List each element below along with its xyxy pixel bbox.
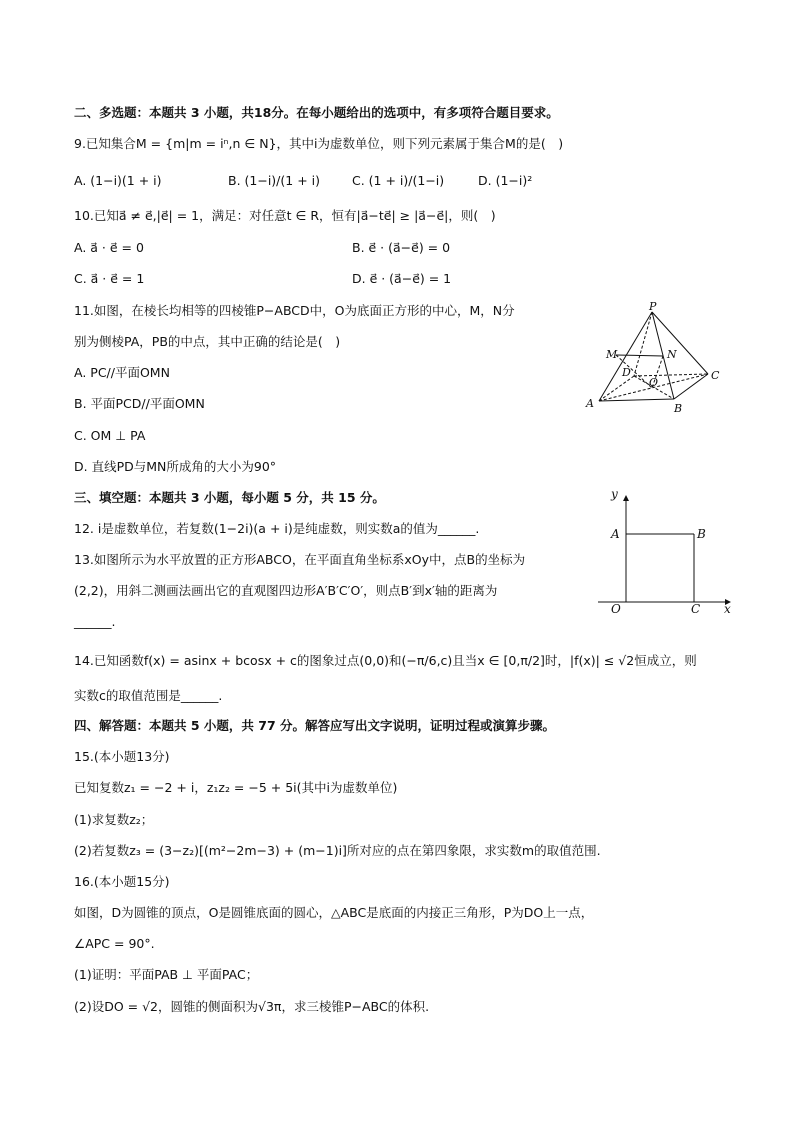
label-o: O	[649, 376, 659, 389]
label-b: B	[697, 527, 706, 541]
q11-option-d: D. 直线PD与MN所成角的大小为90°	[74, 459, 277, 474]
label-c: C	[711, 369, 720, 382]
label-p: P	[649, 300, 657, 313]
q10-option-c: C. a⃗ · e⃗ = 1	[74, 271, 145, 286]
section-4-header: 四、解答题：本题共 5 小题，共 77 分。解答应写出文字说明，证明过程或演算步骤。	[74, 718, 556, 733]
label-d: D	[622, 366, 631, 379]
label-y: y	[611, 487, 618, 501]
q9-option-d: D. (1−i)²	[478, 173, 533, 188]
question-14-line2: 实数c的取值范围是______.	[74, 688, 223, 703]
question-15-given: 已知复数z₁ = −2 + i，z₁z₂ = −5 + 5i(其中i为虚数单位)	[74, 780, 398, 795]
pyramid-figure	[582, 300, 732, 420]
question-9-stem: 9.已知集合M = {m|m = iⁿ,n ∈ N}，其中i为虚数单位，则下列元素属于集合M的是( )	[74, 136, 564, 151]
q9-option-b: B. (1−i)/(1 + i)	[228, 173, 320, 188]
section-2-header: 二、多选题：本题共 3 小题，共18分。在每小题给出的选项中，有多项符合题目要求。	[74, 105, 559, 120]
label-b: B	[674, 402, 683, 415]
q11-option-c: C. OM ⊥ PA	[74, 428, 146, 443]
question-12-stem: 12. i是虚数单位，若复数(1−2i)(a + i)是纯虚数，则实数a的值为______.	[74, 521, 480, 536]
edge-ab	[599, 399, 674, 401]
question-13-line2: (2,2)，用斜二测画法画出它的直观图四边形A′B′C′O′，则点B′到x′轴的距离为	[74, 583, 498, 598]
question-16-line2: ∠APC = 90°.	[74, 936, 155, 951]
q10-option-a: A. a⃗ · e⃗ = 0	[74, 240, 144, 255]
edge-ad	[599, 376, 634, 401]
question-10-stem: 10.已知a⃗ ≠ e⃗,|e⃗| = 1，满足：对任意t ∈ R，恒有|a⃗−te⃗| ≥ |a⃗−e⃗|，则( )	[74, 208, 496, 223]
q11-option-a: A. PC//平面OMN	[74, 365, 170, 380]
edge-pc	[652, 312, 708, 374]
label-m: M	[606, 348, 618, 361]
edge-dc	[634, 374, 708, 376]
section-3-header: 三、填空题：本题共 3 小题，每小题 5 分，共 15 分。	[74, 490, 385, 505]
q9-option-a: A. (1−i)(1 + i)	[74, 173, 162, 188]
question-16-title: 16.(本小题15分)	[74, 874, 170, 889]
label-c: C	[691, 602, 701, 616]
label-a: A	[611, 527, 620, 541]
question-16-line1: 如图，D为圆锥的顶点，O是圆锥底面的圆心，△ABC是底面的内接正三角形，P为DO上一点，	[74, 905, 594, 920]
question-16-part2: (2)设DO = √2，圆锥的侧面积为√3π，求三棱锥P−ABC的体积.	[74, 999, 430, 1014]
edge-bc	[674, 374, 708, 399]
q9-option-c: C. (1 + i)/(1−i)	[352, 173, 445, 188]
question-11-stem-line1: 11.如图，在棱长均相等的四棱锥P−ABCD中，O为底面正方形的中心，M，N分	[74, 303, 515, 318]
question-14-line1: 14.已知函数f(x) = asinx + bcosx + c的图象过点(0,0)和(−π/6,c)且当x ∈ [0,π/2]时，|f(x)| ≤ √2恒成立，则	[74, 653, 697, 668]
q10-option-d: D. e⃗ · (a⃗−e⃗) = 1	[352, 271, 452, 286]
label-a: A	[586, 397, 594, 410]
label-n: N	[667, 348, 677, 361]
label-x: x	[724, 602, 731, 616]
edge-pd	[634, 312, 652, 376]
question-15-part1: (1)求复数z₂；	[74, 812, 154, 827]
question-15-part2: (2)若复数z₃ = (3−z₂)[(m²−2m−3) + (m−1)i]所对应的点在第四象限，求实数m的取值范围.	[74, 843, 601, 858]
question-15-title: 15.(本小题13分)	[74, 749, 170, 764]
question-13-line3: ______.	[74, 614, 116, 629]
coordinate-square-figure	[594, 482, 742, 620]
question-11-stem-line2: 别为侧棱PA，PB的中点，其中正确的结论是( )	[74, 334, 341, 349]
question-13-line1: 13.如图所示为水平放置的正方形ABCO，在平面直角坐标系xOy中，点B的坐标为	[74, 552, 526, 567]
question-16-part1: (1)证明：平面PAB ⊥ 平面PAC；	[74, 967, 259, 982]
q10-option-b: B. e⃗ · (a⃗−e⃗) = 0	[352, 240, 451, 255]
label-o: O	[611, 602, 621, 616]
q11-option-b: B. 平面PCD//平面OMN	[74, 396, 205, 411]
